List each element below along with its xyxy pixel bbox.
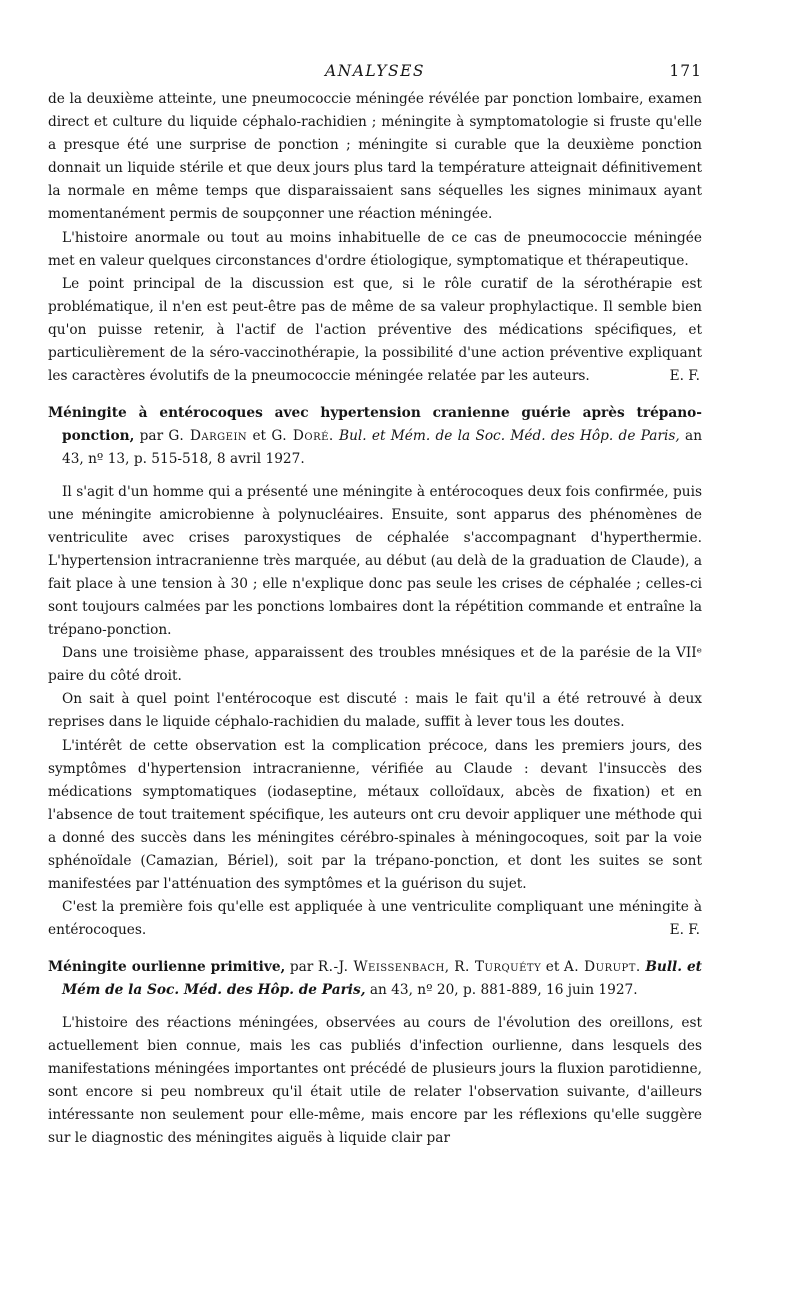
article-2-paragraph-1: L'histoire des réactions méningées, observées au cours de l'évolution des oreillons, est actuellement bien connue, mais les cas publiés d'infection ourlienne, dans lesquels des manifestations méningées importantes ont précédé de plusieurs jours la fluxion parotidienne, sont encore si peu nombreux qu'il était utile de relater l'observation suivante, d'ailleurs intéressante non seulement pour elle-même, mais encore par les réflexions qu'elle suggère sur le diagnostic des méningites aiguës à liquide clair par [48, 1014, 702, 1147]
intro-signature: E. F. [669, 368, 700, 385]
article-2-reference: an 43, nº 20, p. 881-889, 16 juin 1927. [369, 982, 638, 999]
article-2-by: par [289, 959, 314, 976]
article-1-journal: Bul. et Mém. de la Soc. Méd. des Hôp. de Paris, [339, 428, 680, 445]
article-1-heading [48, 402, 702, 471]
article-1-title: Méningite à entérocoques avec hypertension cranienne guérie après trépano-ponction, [48, 405, 702, 445]
article-1-paragraph-3: On sait à quel point l'entérocoque est discuté : mais le fait qu'il a été retrouvé à deux reprises dans le liquide céphalo-rachidien du malade, suffit à lever tous les doutes. [48, 691, 702, 731]
running-head [48, 62, 702, 84]
running-head-title: ANALYSES [324, 62, 426, 80]
article-1-signature: E. F. [669, 922, 700, 939]
article-1-reference: an 43, nº 13, p. 515-518, 8 avril 1927. [62, 428, 703, 468]
article-2-author-1: R.-J. Weissenbach, [317, 959, 450, 976]
article-2-body [48, 1012, 702, 1151]
article-2-journal: Bull. et Mém de la Soc. Méd. des Hôp. de Paris, [62, 959, 702, 999]
article-1-author-2: G. Doré. [271, 428, 334, 445]
article-1-paragraph-5: C'est la première fois qu'elle est appliquée à une ventriculite compliquant une méningite à entérocoques. [48, 899, 702, 939]
article-1-author-1: G. Dargein [168, 428, 248, 445]
page-number: 171 [669, 62, 702, 80]
article-1-paragraph-2: Dans une troisième phase, apparaissent des troubles mnésiques et de la parésie de la VIIᵉ paire du côté droit. [48, 645, 702, 685]
article-1-body [48, 481, 702, 943]
article-1-paragraph-4: L'intérêt de cette observation est la complication précoce, dans les premiers jours, des symptômes d'hypertension intracranienne, vérifiée au Claude : devant l'insuccès des médications symptomatiques (iodaseptine, métaux colloïdaux, abcès de fixation) et en l'absence de tout traitement spécifique, les auteurs ont cru devoir appliquer une méthode qui a donné des succès dans les méningites cérébro-spinales à méningocoques, soit par la voie sphénoïdale (Camazian, Bériel), soit par la trépano-ponction, et dont les suites se sont manifestées par l'atténuation des symptômes et la guérison du sujet. [48, 737, 702, 893]
article-ourlienne [48, 956, 702, 1150]
article-1-by: par [139, 428, 164, 445]
article-2-author-2: R. Turquéty [454, 959, 542, 976]
intro-paragraph-1: de la deuxième atteinte, une pneumococcie méningée révélée par ponction lombaire, examen direct et culture du liquide céphalo-rachidien ; méningite à symptomatologie si fruste qu'elle a presque été une surprise de ponction ; méningite si curable que la deuxième ponction donnait un liquide stérile et que deux jours plus tard la température atteignait définitivement la normale en même temps que disparaissaient sans séquelles les signes minimaux ayant momentanément permis de soupçonner une réaction méningée. [48, 91, 702, 223]
article-2-heading [48, 956, 702, 1002]
article-2-title: Méningite ourlienne primitive, [48, 959, 286, 976]
article-2-author-3: A. Durupt. [563, 959, 641, 976]
intro-paragraph-3: Le point principal de la discussion est que, si le rôle curatif de la sérothérapie est problématique, il n'en est peut-être pas de même de sa valeur prophylactique. Il semble bien qu'on puisse retenir, à l'actif de l'action préventive des médications spécifiques, et particulièrement de la séro-vaccinothérapie, la possibilité d'une action préventive expliquant les caractères évolutifs de la pneumococcie méningée relatée par les auteurs. [48, 275, 702, 385]
article-2-and: et [545, 959, 560, 976]
article-1-paragraph-1: Il s'agit d'un homme qui a présenté une méningite à entérocoques deux fois confirmée, puis une méningite amicrobienne à polynucléaires. Ensuite, sont apparus des phénomènes de ventriculite avec crises paroxystiques de céphalée s'accompagnant d'hyperthermie. L'hypertension intracranienne très marquée, au début (au delà de la graduation de Claude), a fait place à une tension à 30 ; elle n'explique donc pas seule les crises de céphalée ; celles-ci sont toujours calmées par les ponctions lombaires dont la répétition commande et entraîne la trépano-ponction. [48, 483, 702, 639]
article-enterocoques [48, 402, 702, 942]
article-1-and: et [252, 428, 267, 445]
intro-section [48, 88, 702, 388]
intro-paragraph-2: L'histoire anormale ou tout au moins inhabituelle de ce cas de pneumococcie méningée met en valeur quelques circonstances d'ordre étiologique, symptomatique et thérapeutique. [48, 229, 702, 269]
